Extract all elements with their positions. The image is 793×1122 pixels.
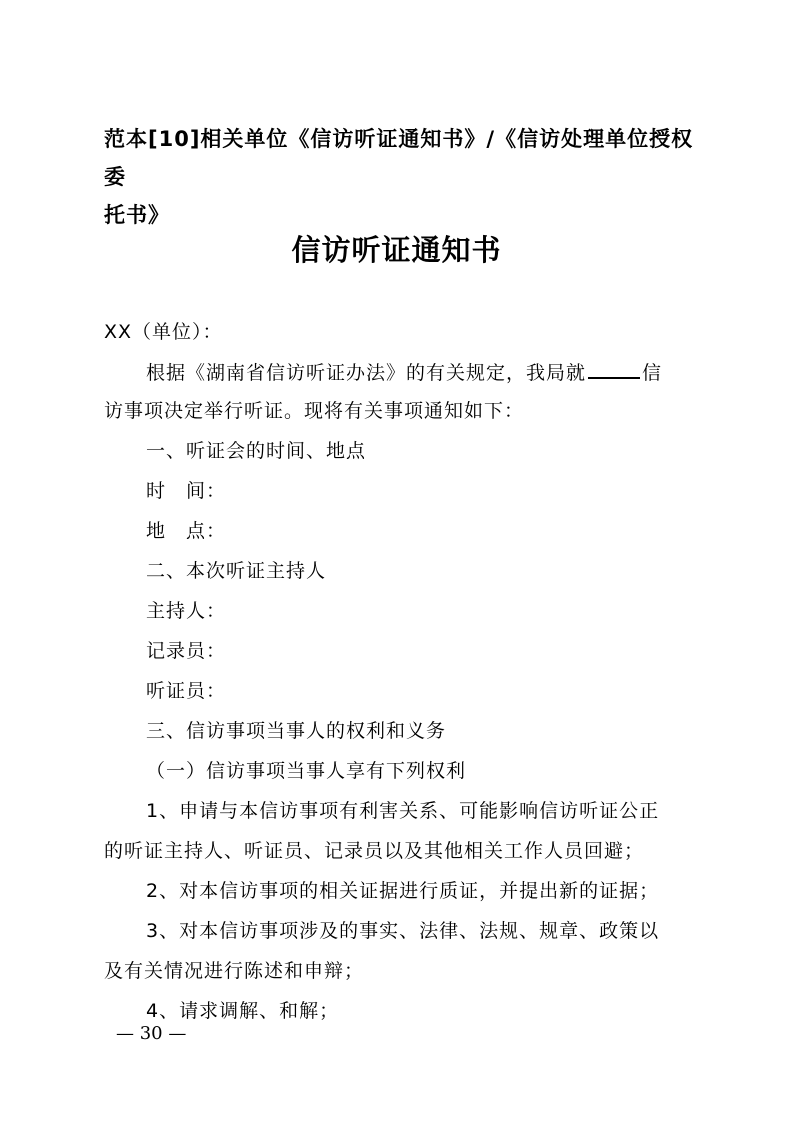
- place-field-label: 地 点：: [146, 520, 227, 542]
- recorder-field-label: 记录员：: [146, 640, 227, 662]
- section-3-heading: 三、信访事项当事人的权利和义务: [146, 720, 447, 742]
- witness-field-label: 听证员：: [146, 680, 227, 702]
- template-heading: [104, 120, 694, 234]
- template-heading-line-1: 范本[10]相关单位《信访听证通知书》/《信访处理单位授权委: [104, 127, 694, 189]
- addressee: XX（单位）：: [104, 321, 223, 343]
- right-item-1-line-1: 1、申请与本信访事项有利害关系、可能影响信访听证公正: [146, 800, 660, 822]
- document-title: 信访听证通知书: [291, 233, 502, 267]
- subsection-1-heading: （一）信访事项当事人享有下列权利: [146, 760, 467, 782]
- time-field-label: 时 间：: [146, 480, 227, 502]
- page-number: — 30 —: [116, 1023, 187, 1044]
- right-item-4: 4、请求调解、和解；: [146, 1000, 340, 1022]
- intro-text-part-2: 信: [642, 362, 663, 384]
- section-1-heading: 一、听证会的时间、地点: [146, 440, 367, 462]
- intro-text-part-1: 根据《湖南省信访听证办法》的有关规定，我局就: [146, 362, 587, 384]
- intro-paragraph-line-1: [146, 357, 736, 387]
- section-2-heading: 二、本次听证主持人: [146, 560, 327, 582]
- fill-in-blank: [588, 357, 640, 379]
- right-item-2: 2、对本信访事项的相关证据进行质证，并提出新的证据；: [146, 880, 660, 902]
- right-item-3-line-2: 及有关情况进行陈述和申辩；: [104, 960, 365, 982]
- right-item-3-line-1: 3、对本信访事项涉及的事实、法律、法规、规章、政策以: [146, 920, 660, 942]
- intro-paragraph-line-2: 访事项决定举行听证。现将有关事项通知如下：: [104, 400, 525, 422]
- template-heading-line-2: 托书》: [104, 203, 170, 227]
- right-item-1-line-2: 的听证主持人、听证员、记录员以及其他相关工作人员回避；: [104, 840, 645, 862]
- host-field-label: 主持人：: [146, 600, 227, 622]
